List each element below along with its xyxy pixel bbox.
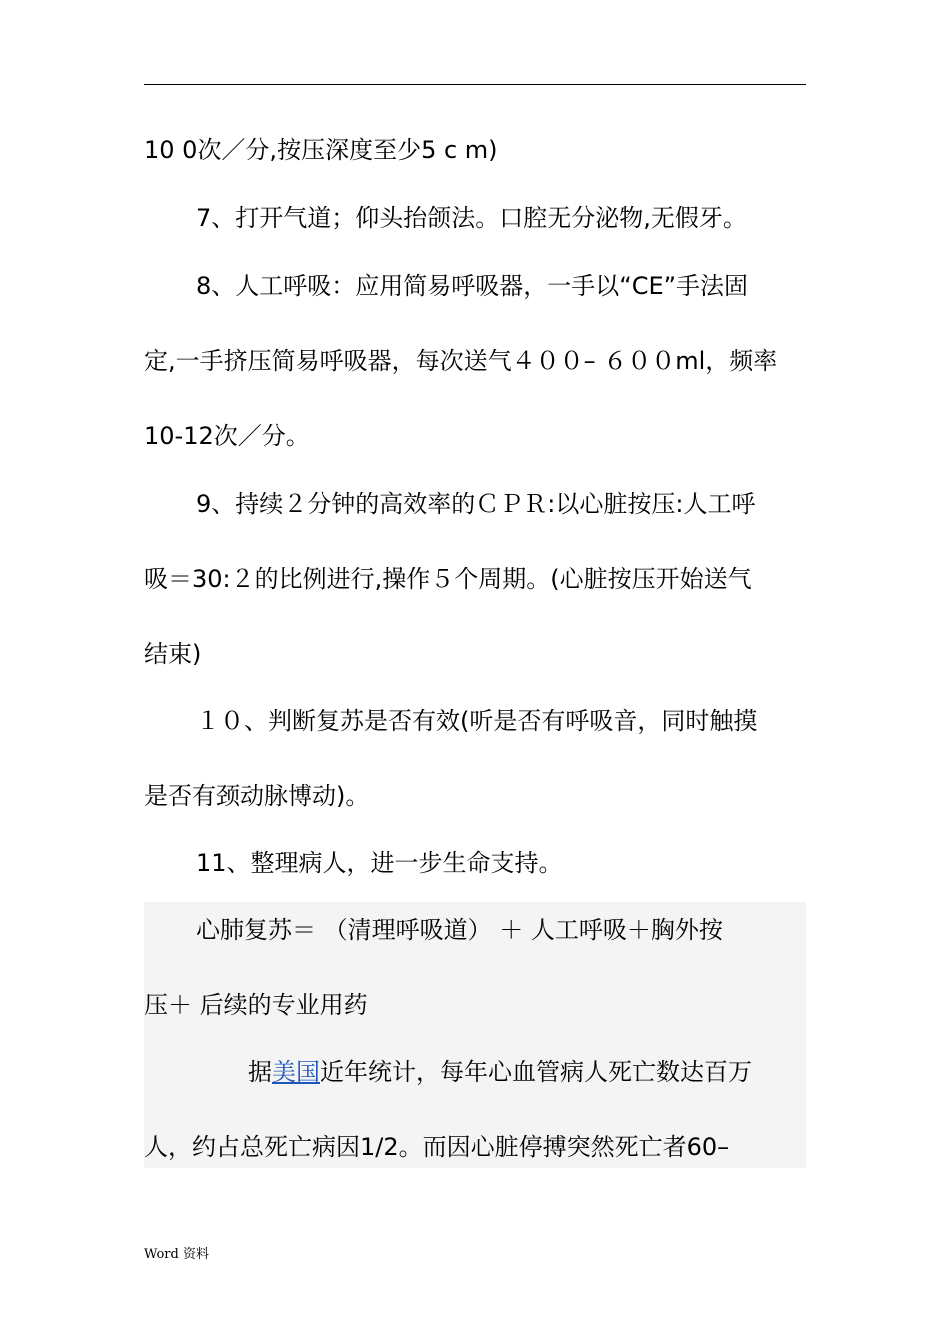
statistics-prefix: 据 [248, 1058, 272, 1086]
text-line-step-11: 11、整理病人，进一步生命支持。 [196, 849, 563, 877]
text-line-step-9: 9、持续２分钟的高效率的ＣＰＲ:以心脏按压:人工呼 [196, 490, 756, 518]
text-line-step-9-cont-1: 吸＝30:２的比例进行,操作５个周期。(心脏按压开始送气 [144, 565, 752, 593]
text-line-formula-cont: 压＋ 后续的专业用药 [144, 991, 368, 1019]
text-line-step-8-cont-2: 10-12次／分。 [144, 422, 310, 450]
text-line-step-8-cont-1: 定,一手挤压简易呼吸器，每次送气４００– ６００ml，频率 [144, 347, 778, 375]
link-usa[interactable]: 美国 [272, 1058, 320, 1086]
text-line-formula: 心肺复苏＝ （清理呼吸道） ＋ 人工呼吸＋胸外按 [196, 916, 723, 944]
header-rule [144, 84, 806, 85]
text-line-statistics [248, 1056, 752, 1088]
text-line-step-8: 8、人工呼吸：应用简易呼吸器，一手以“CE”手法固 [196, 272, 749, 300]
text-line-step-9-cont-2: 结束) [144, 640, 202, 668]
text-line-1: 10 0次／分,按压深度至少5 c m) [144, 136, 498, 164]
text-line-step-7: 7、打开气道；仰头抬颌法。口腔无分泌物,无假牙。 [196, 204, 747, 232]
statistics-suffix: 近年统计，每年心血管病人死亡数达百万 [320, 1058, 752, 1086]
page-footer: Word 资料 [144, 1247, 209, 1262]
text-line-step-10-cont: 是否有颈动脉博动)。 [144, 782, 370, 810]
text-line-statistics-cont: 人，约占总死亡病因1/2。而因心脏停搏突然死亡者60– [144, 1133, 730, 1161]
text-line-step-10: １０、判断复苏是否有效(听是否有呼吸音，同时触摸 [196, 707, 758, 735]
